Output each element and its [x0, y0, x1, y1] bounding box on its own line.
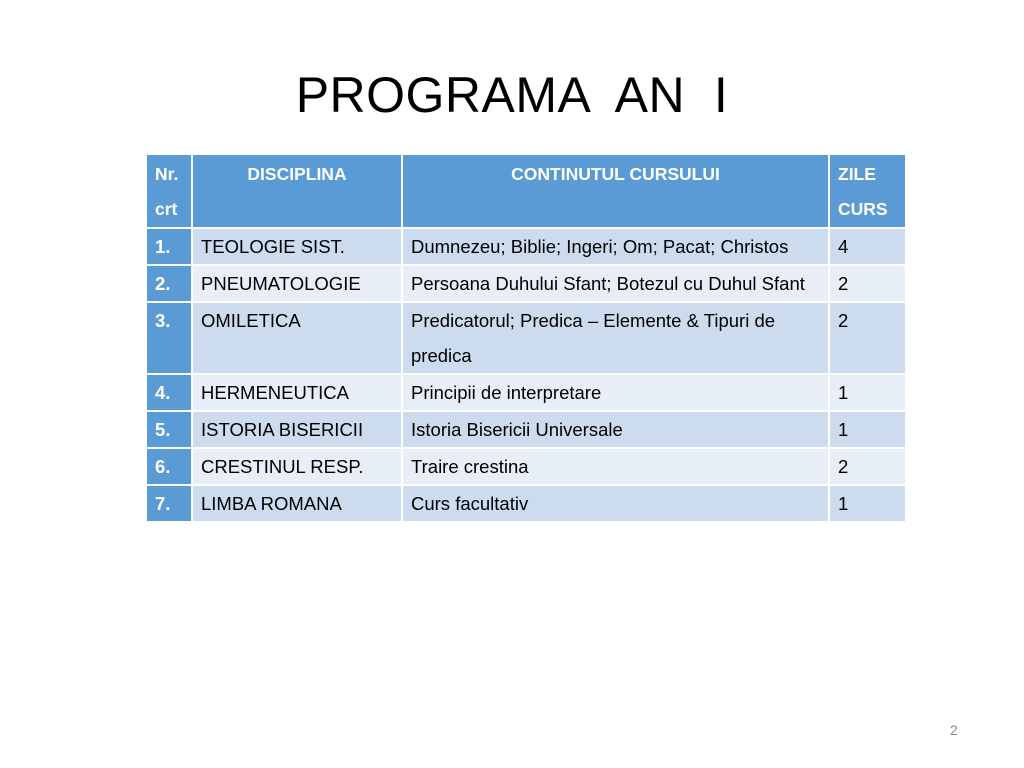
table-row: [146, 485, 906, 522]
slide-title: PROGRAMA AN I: [295, 67, 729, 123]
row-continut: Persoana Duhului Sfant; Botezul cu Duhul Sfant: [402, 265, 829, 302]
row-zile: 1: [829, 485, 906, 522]
row-zile: 2: [829, 265, 906, 302]
row-continut: Curs facultativ: [402, 485, 829, 522]
row-continut: Predicatorul; Predica – Elemente & Tipuri de predica: [402, 302, 829, 374]
header-continut: CONTINUTUL CURSULUI: [402, 154, 829, 228]
row-disciplina: HERMENEUTICA: [192, 374, 402, 411]
header-disciplina: DISCIPLINA: [192, 154, 402, 228]
row-number: 7.: [146, 485, 192, 522]
table-row: [146, 411, 906, 448]
row-number: 4.: [146, 374, 192, 411]
table-header-row: [146, 154, 906, 228]
row-zile: 2: [829, 448, 906, 485]
page-number: 2: [950, 722, 958, 738]
row-disciplina: OMILETICA: [192, 302, 402, 374]
header-zile-curs: ZILE CURS: [829, 154, 906, 228]
row-zile: 1: [829, 411, 906, 448]
table-row: [146, 302, 906, 374]
row-continut: Istoria Bisericii Universale: [402, 411, 829, 448]
row-continut: Principii de interpretare: [402, 374, 829, 411]
row-number: 3.: [146, 302, 192, 374]
row-disciplina: LIMBA ROMANA: [192, 485, 402, 522]
row-continut: Dumnezeu; Biblie; Ingeri; Om; Pacat; Christos: [402, 228, 829, 265]
table-row: [146, 448, 906, 485]
table-row: [146, 228, 906, 265]
row-disciplina: TEOLOGIE SIST.: [192, 228, 402, 265]
row-number: 5.: [146, 411, 192, 448]
table-row: [146, 265, 906, 302]
row-number: 2.: [146, 265, 192, 302]
row-zile: 4: [829, 228, 906, 265]
row-disciplina: ISTORIA BISERICII: [192, 411, 402, 448]
table-row: [146, 374, 906, 411]
row-zile: 1: [829, 374, 906, 411]
row-number: 6.: [146, 448, 192, 485]
row-continut: Traire crestina: [402, 448, 829, 485]
row-disciplina: CRESTINUL RESP.: [192, 448, 402, 485]
row-number: 1.: [146, 228, 192, 265]
row-disciplina: PNEUMATOLOGIE: [192, 265, 402, 302]
row-zile: 2: [829, 302, 906, 374]
header-nr-crt: Nr. crt: [146, 154, 192, 228]
program-table: [145, 153, 907, 523]
